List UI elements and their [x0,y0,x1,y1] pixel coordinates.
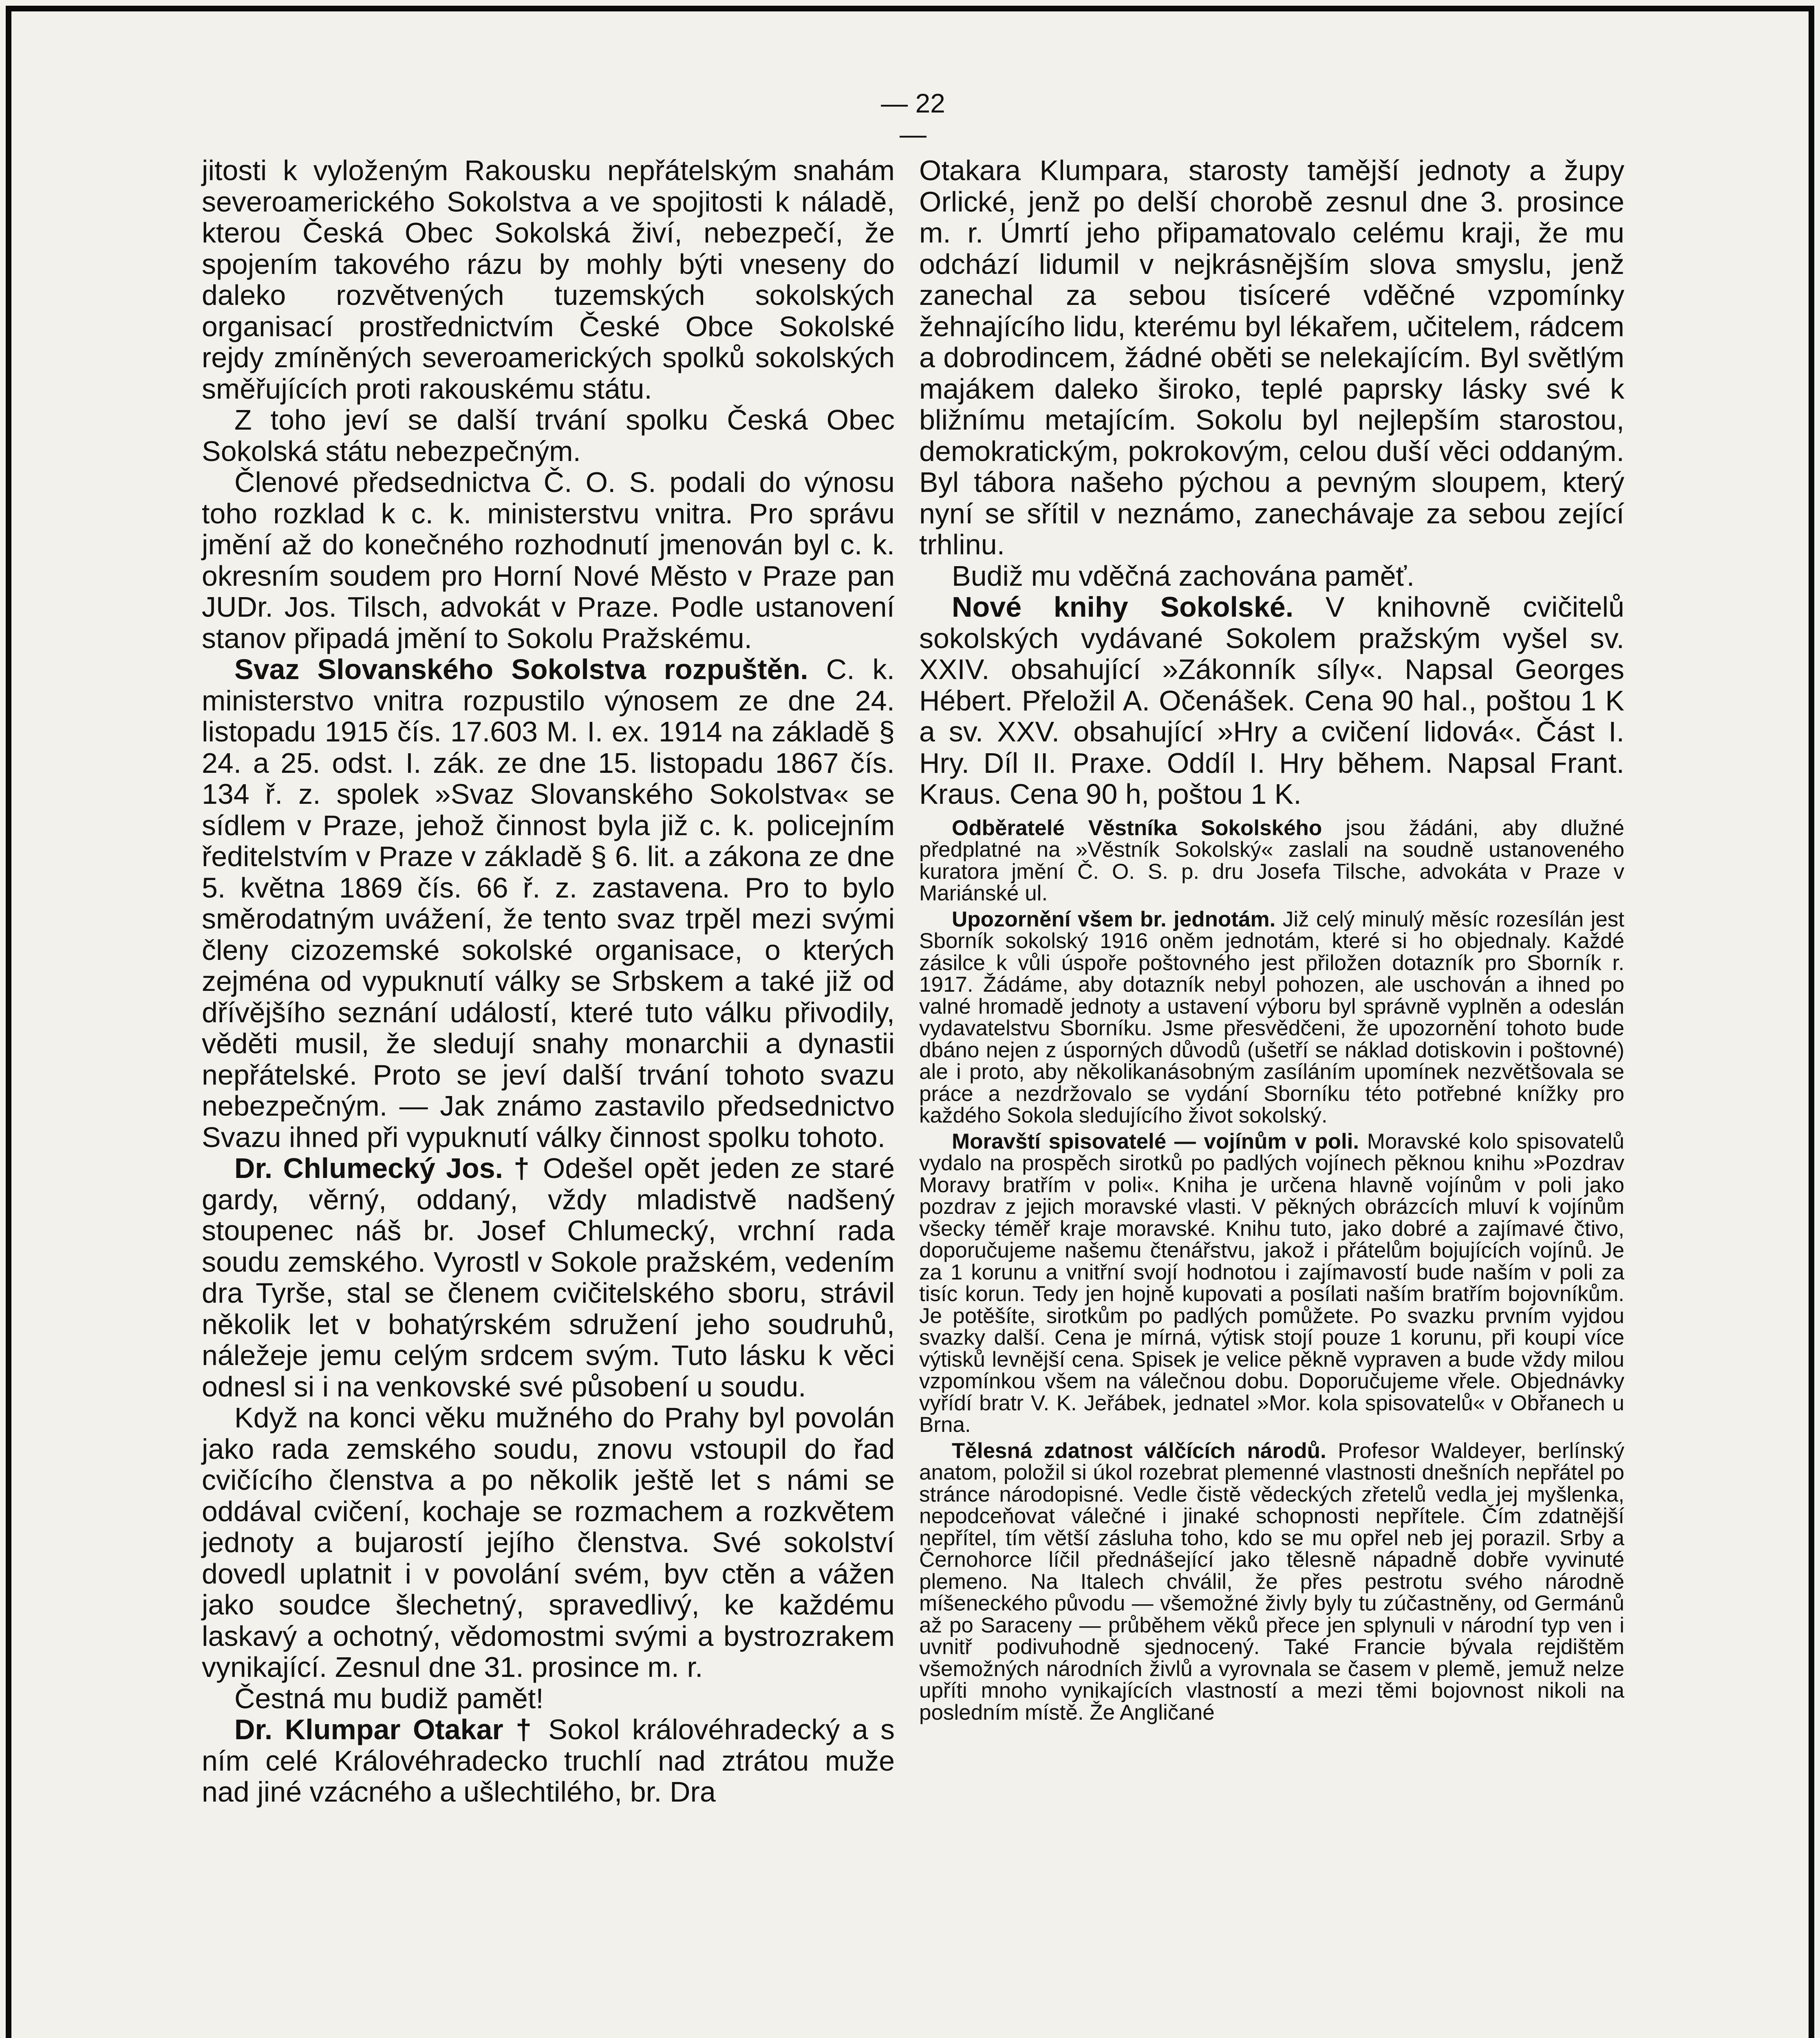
section-heading: Nové knihy Sokolské. [952,591,1294,623]
notice-text: Profesor Waldeyer, berlínský anatom, položil si úkol rozebrat plemenné vlastnosti dnešních nepřátel po stránce národopisné. Vedle čistě vědeckých zřetelů vedla jej myšlenka, nepodceňovat válečné i jinaké schopnosti nepřítele. Čím zdatnější nepřítel, tím větší zásluha toho, kdo se mu opřel neb jej porazil. Srby a Černohorce líčil přednášející jako tělesně nápadně dobře vyvinuté plemeno. Na Italech chválil, že přes pestrotu svého národně míšeneckého původu — všemožné živly byly tu zúčastněny, od Germánů až po Saraceny — průběhem věků přece jen splynuli v národní typ ven i uvnitř podivuhodně sjednocený. Také Francie bývala rejdištěm všemožných národních živlů a vyrovnala se časem v plemě, jemuž nelze upříti mnoho vynikajících vlastností a mezi těmi bojovnost nikoli na posledním místě. Že Angličané [919,1438,1624,1725]
paragraph-text: Členové předsednictva Č. O. S. podali do výnosu toho rozklad k c. k. ministerstvu vnitra. Pro správu jmění až do konečného rozhodnutí jmenován byl c. k. okresním soudem pro Horní Nové Město v Praze pan JUDr. Jos. Tilsch, advokát v Praze. Podle ustanovení stanov připadá jmění to Sokolu Pražskému. [202,466,895,654]
paragraph-text: Odešel opět jeden ze staré gardy, věrný, oddaný, vždy mladistvě nadšený stoupenec náš br. Josef Chlumecký, vrchní rada soudu zemského. Vyrostl v Sokole pražském, vedením dra Tyrše, stal se členem cvičitelského sboru, strávil několik let v bohatýrském sdružení jeho soudruhů, náležeje jemu celým srdcem svým. Tuto lásku k věci odnesl si i na venkovské své působení u soudu. [202,1152,895,1403]
paragraph [919,155,1624,560]
paragraph [202,467,895,654]
paragraph [919,560,1624,592]
paragraph-text: Budiž mu vděčná zachována paměť. [952,560,1415,592]
paragraph [202,404,895,467]
notice-heading: Upozornění všem br. jednotám. [952,907,1276,931]
left-column [202,155,895,1808]
notice-heading: Tělesná zdatnost válčících národů. [952,1438,1326,1463]
notice [919,1131,1624,1436]
right-column [919,155,1624,1723]
notice-heading: Odběratelé Věstníka Sokolského [952,816,1322,840]
paragraph-text: Z toho jeví se další trvání spolku Česká Obec Sokolská státu nebezpečným. [202,404,895,467]
paragraph-text: Čestná mu budiž pamět! [234,1682,544,1714]
section-heading: Dr. Chlumecký Jos. † [234,1152,532,1184]
notice-text: jsou žádáni, aby dlužné předplatné na »Věstník Sokolský« zaslali na soudně ustanoveného kuratora jmění Č. O. S. p. dru Josefa Tilsche, advokáta v Praze v Mariánské ul. [919,816,1624,905]
paragraph-text: Otakara Klumpara, starosty tamější jednoty a župy Orlické, jenž po delší chorobě zesnul dne 3. prosince m. r. Úmrtí jeho připamatovalo celému kraji, že mu odchází lidumil v nejkrásnějším slova smyslu, jenž zanechal za sebou tisíceré vděčné vzpomínky žehnajícího lidu, kterému byl lékařem, učitelem, rádcem a dobrodincem, žádné oběti se nelekajícím. Byl světlým majákem daleko široko, teplé paprsky lásky své k bližnímu metajícím. Sokolu byl nejlepším starostou, demokratickým, pokrokovým, celou duší věci oddaným. Byl tábora našeho pýchou a pevným sloupem, který nyní se sřítil v neznámo, zanechávaje za sebou zející trhlinu. [919,154,1624,560]
paragraph-text: Sokol královéhradecký a s ním celé Královéhradecko truchlí nad ztrátou muže nad jiné vzácného a ušlechtilého, br. Dra [202,1714,895,1808]
right-column-large-text [919,155,1624,810]
notice-text: Již celý minulý měsíc rozesílán jest Sborník sokolský 1916 oněm jednotám, které si ho objednaly. Každé zásilce k vůli úspoře poštovného jest přiložen dotazník pro Sborník r. 1917. Žádáme, aby dotazník nebyl pohozen, ale uschován a ihned po valné hromadě jednoty a ustavení výboru byl správně vyplněn a odeslán vydavatelstvu Sborníku. Jsme přesvědčeni, že upozornění tohoto bude dbáno nejen z úsporných důvodů (ušetří se náklad dotiskovin i poštovné) ale i proto, aby několikanásobným zasíláním upomínek nezvětšovala se práce a nezdržovalo se vydání Sborníku této potřebné knížky pro každého Sokola sledujícího život sokolský. [919,907,1624,1127]
notice [919,1440,1624,1724]
paragraph-text: jitosti k vyloženým Rakousku nepřátelským snahám severoamerického Sokolstva a ve spojitosti k náladě, kterou Česká Obec Sokolská živí, nebezpečí, že spojením takového rázu by mohly býti vneseny do daleko rozvětvených tuzemských sokolských organisací prostřednictvím České Obce Sokolské rejdy zmíněných severoamerických spolků sokolských směřujících proti rakouskému státu. [202,154,895,405]
notice [919,817,1624,904]
paragraph [202,654,895,1153]
section-heading: Dr. Klumpar Otakar † [234,1714,536,1745]
page-number: — 22 — [881,88,945,149]
paragraph [919,591,1624,810]
notice-heading: Moravští spisovatelé — vojínům v poli. [952,1129,1359,1154]
paragraph [202,155,895,404]
paragraph-text: V knihovně cvičitelů sokolských vydávané Sokolem pražským vyšel sv. XXIV. obsahující »Zákonník síly«. Napsal Georges Hébert. Přeložil A. Očenášek. Cena 90 hal., poštou 1 K a sv. XXV. obsahující »Hry a cvičení lidová«. Část I. Hry. Díl II. Praxe. Oddíl I. Hry během. Napsal Frant. Kraus. Cena 90 h, poštou 1 K. [919,591,1624,810]
paragraph [202,1714,895,1808]
notice [919,909,1624,1127]
notice-text: Moravské kolo spisovatelů vydalo na prospěch sirotků po padlých vojínech pěknou knihu »Pozdrav Moravy bratřím v poli«. Kniha je určena hlavně vojínům v poli jako pozdrav z jejich moravské vlasti. V pěkných obrázcích mluví k vojínům všecky téměř kraje moravské. Knihu tuto, jako dobré a zajímavé čtivo, doporučujeme našemu čtenářstvu, jakož i přátelům bojujících vojínů. Je za 1 korunu a vnitřní svojí hodnotou i zajímavostí bude naším v poli za tisíc korun. Tedy jen hojně kupovati a posílati naším bratřím bojovníkům. Je potěšíte, sirotkům po padlých pomůžete. Po svazku prvním vyjdou svazky další. Cena je mírná, výtisk stojí pouze 1 korunu, při koupi více výtisků levnější cena. Spisek je velice pěkně vypraven a bude vždy milou vzpomínkou všem na válečnou dobu. Doporučujeme vřele. Objednávky vyřídí bratr V. K. Jeřábek, jednatel »Mor. kola spisovatelů« v Obřanech u Brna. [919,1129,1625,1437]
paragraph-text: C. k. ministerstvo vnitra rozpustilo výnosem ze dne 24. listopadu 1915 čís. 17.603 M. I. ex. 1914 na základě § 24. a 25. odst. I. zák. ze dne 15. listopadu 1867 čís. 134 ř. z. spolek »Svaz Slovanského Sokolstva« se sídlem v Praze, jehož činnost byla již c. k. policejním ředitelstvím v Praze v základě § 6. lit. a zákona ze dne 5. května 1869 čís. 66 ř. z. zastavena. Pro to bylo směrodatným uvážení, že tento svaz trpěl mezi svými členy cizozemské sokolské organisace, o kterých zejména od vypuknutí války se Srbskem a také již od dřívějšího seznání událostí, které tuto válku přivodily, věděti musil, že sledují snahy monarchii a dynastii nepřátelské. Proto se jeví další trvání tohoto svazu nebezpečným. — Jak známo zastavilo předsednictvo Svazu ihned při vypuknutí války činnost spolku tohoto. [202,653,895,1153]
paragraph [202,1153,895,1402]
paragraph-text: Když na konci věku mužného do Prahy byl povolán jako rada zemského soudu, znovu vstoupil do řad cvičícího členstva a po několik ještě let s námi se oddával cvičení, kochaje se rozmachem a rozkvětem jednoty a bujarostí jejího členstva. Své sokolství dovedl uplatnit i v povolání svém, byv ctěn a vážen jako soudce šlechetný, spravedlivý, ke každému laskavý a ochotný, vědomostmi svými a bystrozrakem vynikající. Zesnul dne 31. prosince m. r. [202,1402,895,1683]
paragraph [202,1402,895,1683]
right-column-small-text [919,817,1624,1724]
paragraph [202,1683,895,1714]
section-heading: Svaz Slovanského Sokolstva rozpuštěn. [234,653,808,685]
